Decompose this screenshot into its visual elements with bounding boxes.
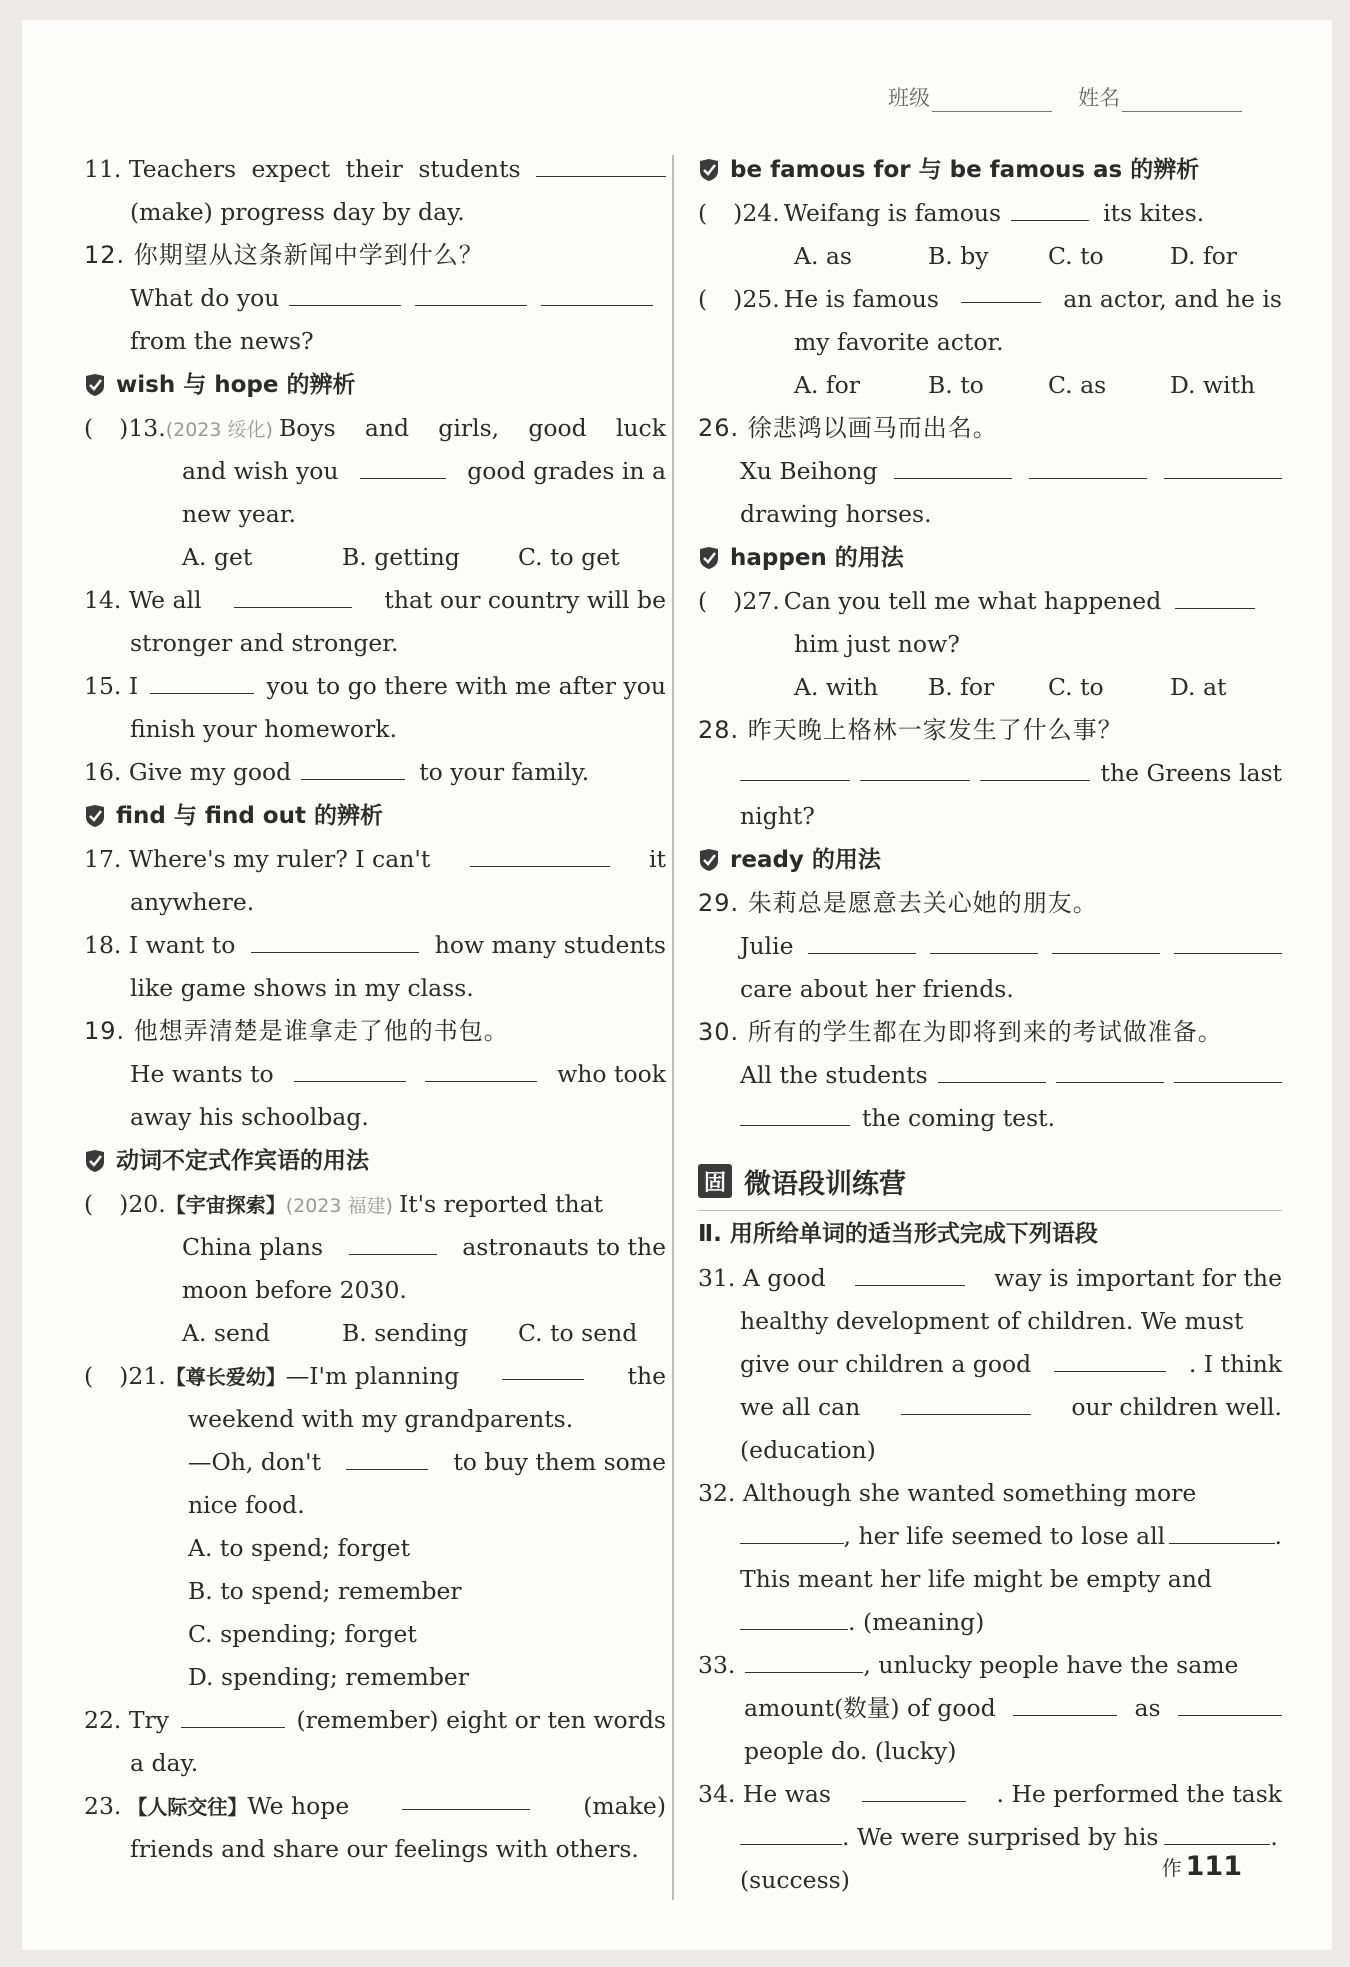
q13-line3: new year. — [182, 500, 296, 528]
q15-line2: finish your homework. — [130, 715, 397, 743]
q30-blank-2[interactable] — [1056, 1058, 1164, 1083]
q34-line3: (success) — [740, 1866, 850, 1894]
q33-line3: people do. (lucky) — [744, 1737, 957, 1765]
q27-options — [698, 666, 1282, 709]
q26-blank-1[interactable] — [894, 454, 1012, 479]
section-be-famous: be famous for 与 be famous as 的辨析 — [698, 148, 1282, 192]
q13-option-c[interactable]: C. to get — [518, 543, 620, 571]
q15-line1: 15. I you to go there with me after you — [84, 665, 666, 708]
q32-line1: 32. Although she wanted something more — [698, 1479, 1197, 1507]
q34-line1: 34. He was . He performed the task — [698, 1773, 1282, 1816]
q26-blank-2[interactable] — [1029, 454, 1147, 479]
q21-line3: —Oh, don't to buy them some — [84, 1441, 666, 1484]
q33-line2: amount(数量) of good as — [698, 1687, 1282, 1730]
q34-line2: . We were surprised by his . — [698, 1816, 1282, 1859]
q28-line2: the Greens last — [698, 752, 1282, 795]
q29-line2: Julie — [698, 925, 1282, 968]
class-field[interactable] — [888, 82, 1052, 112]
q27-option-a[interactable]: A. with — [794, 673, 879, 701]
q32-blank-2[interactable] — [1169, 1519, 1274, 1544]
q28-blank-1[interactable] — [740, 756, 850, 781]
name-label: 姓名 — [1078, 86, 1120, 110]
q24-blank[interactable] — [1011, 196, 1089, 221]
q20-blank[interactable] — [349, 1230, 437, 1255]
q20-option-b[interactable]: B. sending — [342, 1319, 469, 1347]
check-shield-icon — [698, 546, 720, 570]
q21-option-a[interactable]: A. to spend; forget — [188, 1534, 411, 1562]
q17-blank[interactable] — [470, 842, 610, 867]
q20-options — [84, 1312, 666, 1355]
q29-blank-3[interactable] — [1052, 929, 1160, 954]
q20-option-c[interactable]: C. to send — [518, 1319, 638, 1347]
q27-option-d[interactable]: D. at — [1170, 673, 1227, 701]
q30-line2: All the students — [698, 1054, 1282, 1097]
worksheet-page — [22, 20, 1332, 1950]
q12-blank-1[interactable] — [289, 281, 401, 306]
q19-blank-1[interactable] — [294, 1057, 406, 1082]
q27-option-c[interactable]: C. to — [1048, 673, 1104, 701]
q26-blank-3[interactable] — [1164, 454, 1282, 479]
q29-blank-2[interactable] — [930, 929, 1038, 954]
q31-line1: 31. A good way is important for the — [698, 1257, 1282, 1300]
section-badge-icon: 固 — [698, 1164, 732, 1198]
q26-line2: Xu Beihong — [698, 450, 1282, 493]
check-shield-icon — [84, 1149, 106, 1173]
q21-line1: ( )21. 【尊长爱幼】 —I'm planning the — [84, 1355, 666, 1398]
check-shield-icon — [698, 158, 720, 182]
q27-blank[interactable] — [1175, 584, 1255, 609]
q16-blank[interactable] — [301, 755, 405, 780]
q29-chinese: 29. 朱莉总是愿意去关心她的朋友。 — [698, 889, 1098, 917]
q25-options — [698, 364, 1282, 407]
q17-line1: 17. Where's my ruler? I can't it — [84, 838, 666, 881]
q32-blank-3[interactable] — [740, 1605, 848, 1630]
q32-line4: . (meaning) — [698, 1601, 1282, 1644]
check-shield-icon — [84, 804, 106, 828]
q20-line3: moon before 2030. — [182, 1276, 407, 1304]
q13-option-a[interactable]: A. get — [182, 543, 253, 571]
q33-blank-1[interactable] — [745, 1648, 863, 1673]
q13-line2: and wish you good grades in a — [84, 450, 666, 493]
q31-line4: we all can our children well. — [698, 1386, 1282, 1429]
q26-line3: drawing horses. — [740, 500, 932, 528]
q25-line1: ( )25. He is famous an actor, and he is — [698, 278, 1282, 321]
q22-blank[interactable] — [181, 1703, 285, 1728]
q21-option-d[interactable]: D. spending; remember — [188, 1663, 470, 1691]
q33-blank-2[interactable] — [1013, 1691, 1117, 1716]
q25-option-b[interactable]: B. to — [928, 371, 984, 399]
q19-line2: He wants to who took — [84, 1053, 666, 1096]
section-wish-hope: wish 与 hope 的辨析 — [84, 363, 666, 407]
q13-line1: ( )13. (2023 绥化) Boys and girls, good luck — [84, 414, 666, 442]
q11-line2: (make) progress day by day. — [130, 198, 465, 226]
column-divider — [672, 155, 674, 1900]
q13-options — [84, 536, 666, 579]
section-happen: happen 的用法 — [698, 536, 1282, 580]
right-column — [698, 148, 1282, 1902]
q11-blank[interactable] — [536, 152, 666, 177]
q26-chinese: 26. 徐悲鸿以画马而出名。 — [698, 414, 998, 442]
q19-chinese: 19. 他想弄清楚是谁拿走了他的书包。 — [84, 1017, 509, 1045]
section-find-findout: find 与 find out 的辨析 — [84, 794, 666, 838]
left-column — [84, 148, 666, 1871]
check-shield-icon — [84, 373, 106, 397]
q20-line1: ( )20. 【宇宙探索】 (2023 福建) It's reported that — [84, 1190, 604, 1218]
part-two-instruction: Ⅱ. 用所给单词的适当形式完成下列语段 — [698, 1221, 1098, 1247]
q30-line3: the coming test. — [698, 1097, 1282, 1140]
name-field[interactable] — [1078, 82, 1242, 112]
q24-option-d[interactable]: D. for — [1170, 242, 1238, 270]
q14-blank[interactable] — [234, 583, 352, 608]
q21-line2: weekend with my grandparents. — [188, 1405, 574, 1433]
q24-option-b[interactable]: B. by — [928, 242, 989, 270]
q13-blank[interactable] — [360, 454, 446, 479]
q28-blank-3[interactable] — [980, 756, 1090, 781]
q14-line1: 14. We all that our country will be — [84, 579, 666, 622]
q28-line3: night? — [740, 802, 815, 830]
q34-blank-3[interactable] — [1164, 1820, 1270, 1845]
q31-blank-1[interactable] — [855, 1261, 965, 1286]
q12-chinese: 12. 你期望从这条新闻中学到什么？ — [84, 241, 484, 269]
q27-line2: him just now? — [794, 630, 960, 658]
q14-line2: stronger and stronger. — [130, 629, 399, 657]
q25-option-d[interactable]: D. with — [1170, 371, 1256, 399]
q18-line1: 18. I want to how many students — [84, 924, 666, 967]
q17-line2: anywhere. — [130, 888, 255, 916]
q21-option-b[interactable]: B. to spend; remember — [188, 1577, 462, 1605]
q25-blank[interactable] — [961, 278, 1041, 303]
q24-option-c[interactable]: C. to — [1048, 242, 1104, 270]
q29-line3: care about her friends. — [740, 975, 1014, 1003]
q31-line5: (education) — [740, 1436, 876, 1464]
q30-blank-3[interactable] — [1174, 1058, 1282, 1083]
q27-option-b[interactable]: B. for — [928, 673, 995, 701]
q34-blank-1[interactable] — [862, 1777, 966, 1802]
q12-line3: from the news? — [130, 327, 314, 355]
page-number: 作 111 — [1161, 1851, 1242, 1882]
q31-blank-3[interactable] — [901, 1390, 1031, 1415]
q23-line1: 23. 【人际交往】 We hope (make) — [84, 1785, 666, 1828]
q30-blank-1[interactable] — [938, 1058, 1046, 1083]
q18-line2: like game shows in my class. — [130, 974, 474, 1002]
q25-line2: my favorite actor. — [794, 328, 1004, 356]
q32-blank-1[interactable] — [740, 1519, 844, 1544]
class-label: 班级 — [888, 86, 930, 110]
q24-line1: ( )24. Weifang is famous its kites. — [698, 192, 1282, 235]
q34-blank-2[interactable] — [740, 1820, 842, 1845]
q31-line3: give our children a good . I think — [698, 1343, 1282, 1386]
q22-line2: a day. — [130, 1749, 199, 1777]
q12-blank-2[interactable] — [415, 281, 527, 306]
q33-line1: 33. , unlucky people have the same — [698, 1644, 1282, 1687]
q21-option-c[interactable]: C. spending; forget — [188, 1620, 417, 1648]
q21-blank-2[interactable] — [346, 1445, 428, 1470]
q19-line3: away his schoolbag. — [130, 1103, 369, 1131]
q25-option-c[interactable]: C. as — [1048, 371, 1107, 399]
q21-line4: nice food. — [188, 1491, 305, 1519]
q12-line2: What do you — [84, 277, 666, 320]
section-ready: ready 的用法 — [698, 838, 1282, 882]
q31-blank-2[interactable] — [1054, 1347, 1166, 1372]
q13-option-b[interactable]: B. getting — [342, 543, 460, 571]
q30-chinese: 30. 所有的学生都在为即将到来的考试做准备。 — [698, 1018, 1223, 1046]
q28-blank-2[interactable] — [860, 756, 970, 781]
q32-line2: , her life seemed to lose all . — [698, 1515, 1282, 1558]
q16-line1: 16. Give my good to your family. — [84, 751, 666, 794]
q15-blank[interactable] — [150, 669, 254, 694]
q20-option-a[interactable]: A. send — [182, 1319, 271, 1347]
q12-blank-3[interactable] — [541, 281, 653, 306]
q11-line1: 11. Teachers expect their students — [84, 148, 666, 191]
q29-blank-1[interactable] — [808, 929, 916, 954]
q24-option-a[interactable]: A. as — [794, 242, 852, 270]
q22-line1: 22. Try (remember) eight or ten words — [84, 1699, 666, 1742]
q32-line3: This meant her life might be empty and — [740, 1565, 1212, 1593]
q18-blank[interactable] — [251, 928, 419, 953]
micro-paragraph-section-header: 固 微语段训练营 — [698, 1152, 1282, 1211]
q20-line2: China plans astronauts to the — [84, 1226, 666, 1269]
student-info-header — [888, 82, 1242, 112]
q27-line1: ( )27. Can you tell me what happened — [698, 580, 1282, 623]
q23-blank[interactable] — [402, 1785, 530, 1810]
q24-options — [698, 235, 1282, 278]
q23-line2: friends and share our feelings with others. — [130, 1835, 639, 1863]
q33-blank-3[interactable] — [1178, 1691, 1282, 1716]
section-infinitive: 动词不定式作宾语的用法 — [84, 1139, 666, 1183]
q19-blank-2[interactable] — [425, 1057, 537, 1082]
q31-line2: healthy development of children. We must — [740, 1307, 1244, 1335]
q30-blank-4[interactable] — [740, 1101, 850, 1126]
q21-blank-1[interactable] — [502, 1355, 584, 1380]
check-shield-icon — [698, 848, 720, 872]
q29-blank-4[interactable] — [1174, 929, 1282, 954]
q25-option-a[interactable]: A. for — [794, 371, 860, 399]
q28-chinese: 28. 昨天晚上格林一家发生了什么事？ — [698, 716, 1123, 744]
